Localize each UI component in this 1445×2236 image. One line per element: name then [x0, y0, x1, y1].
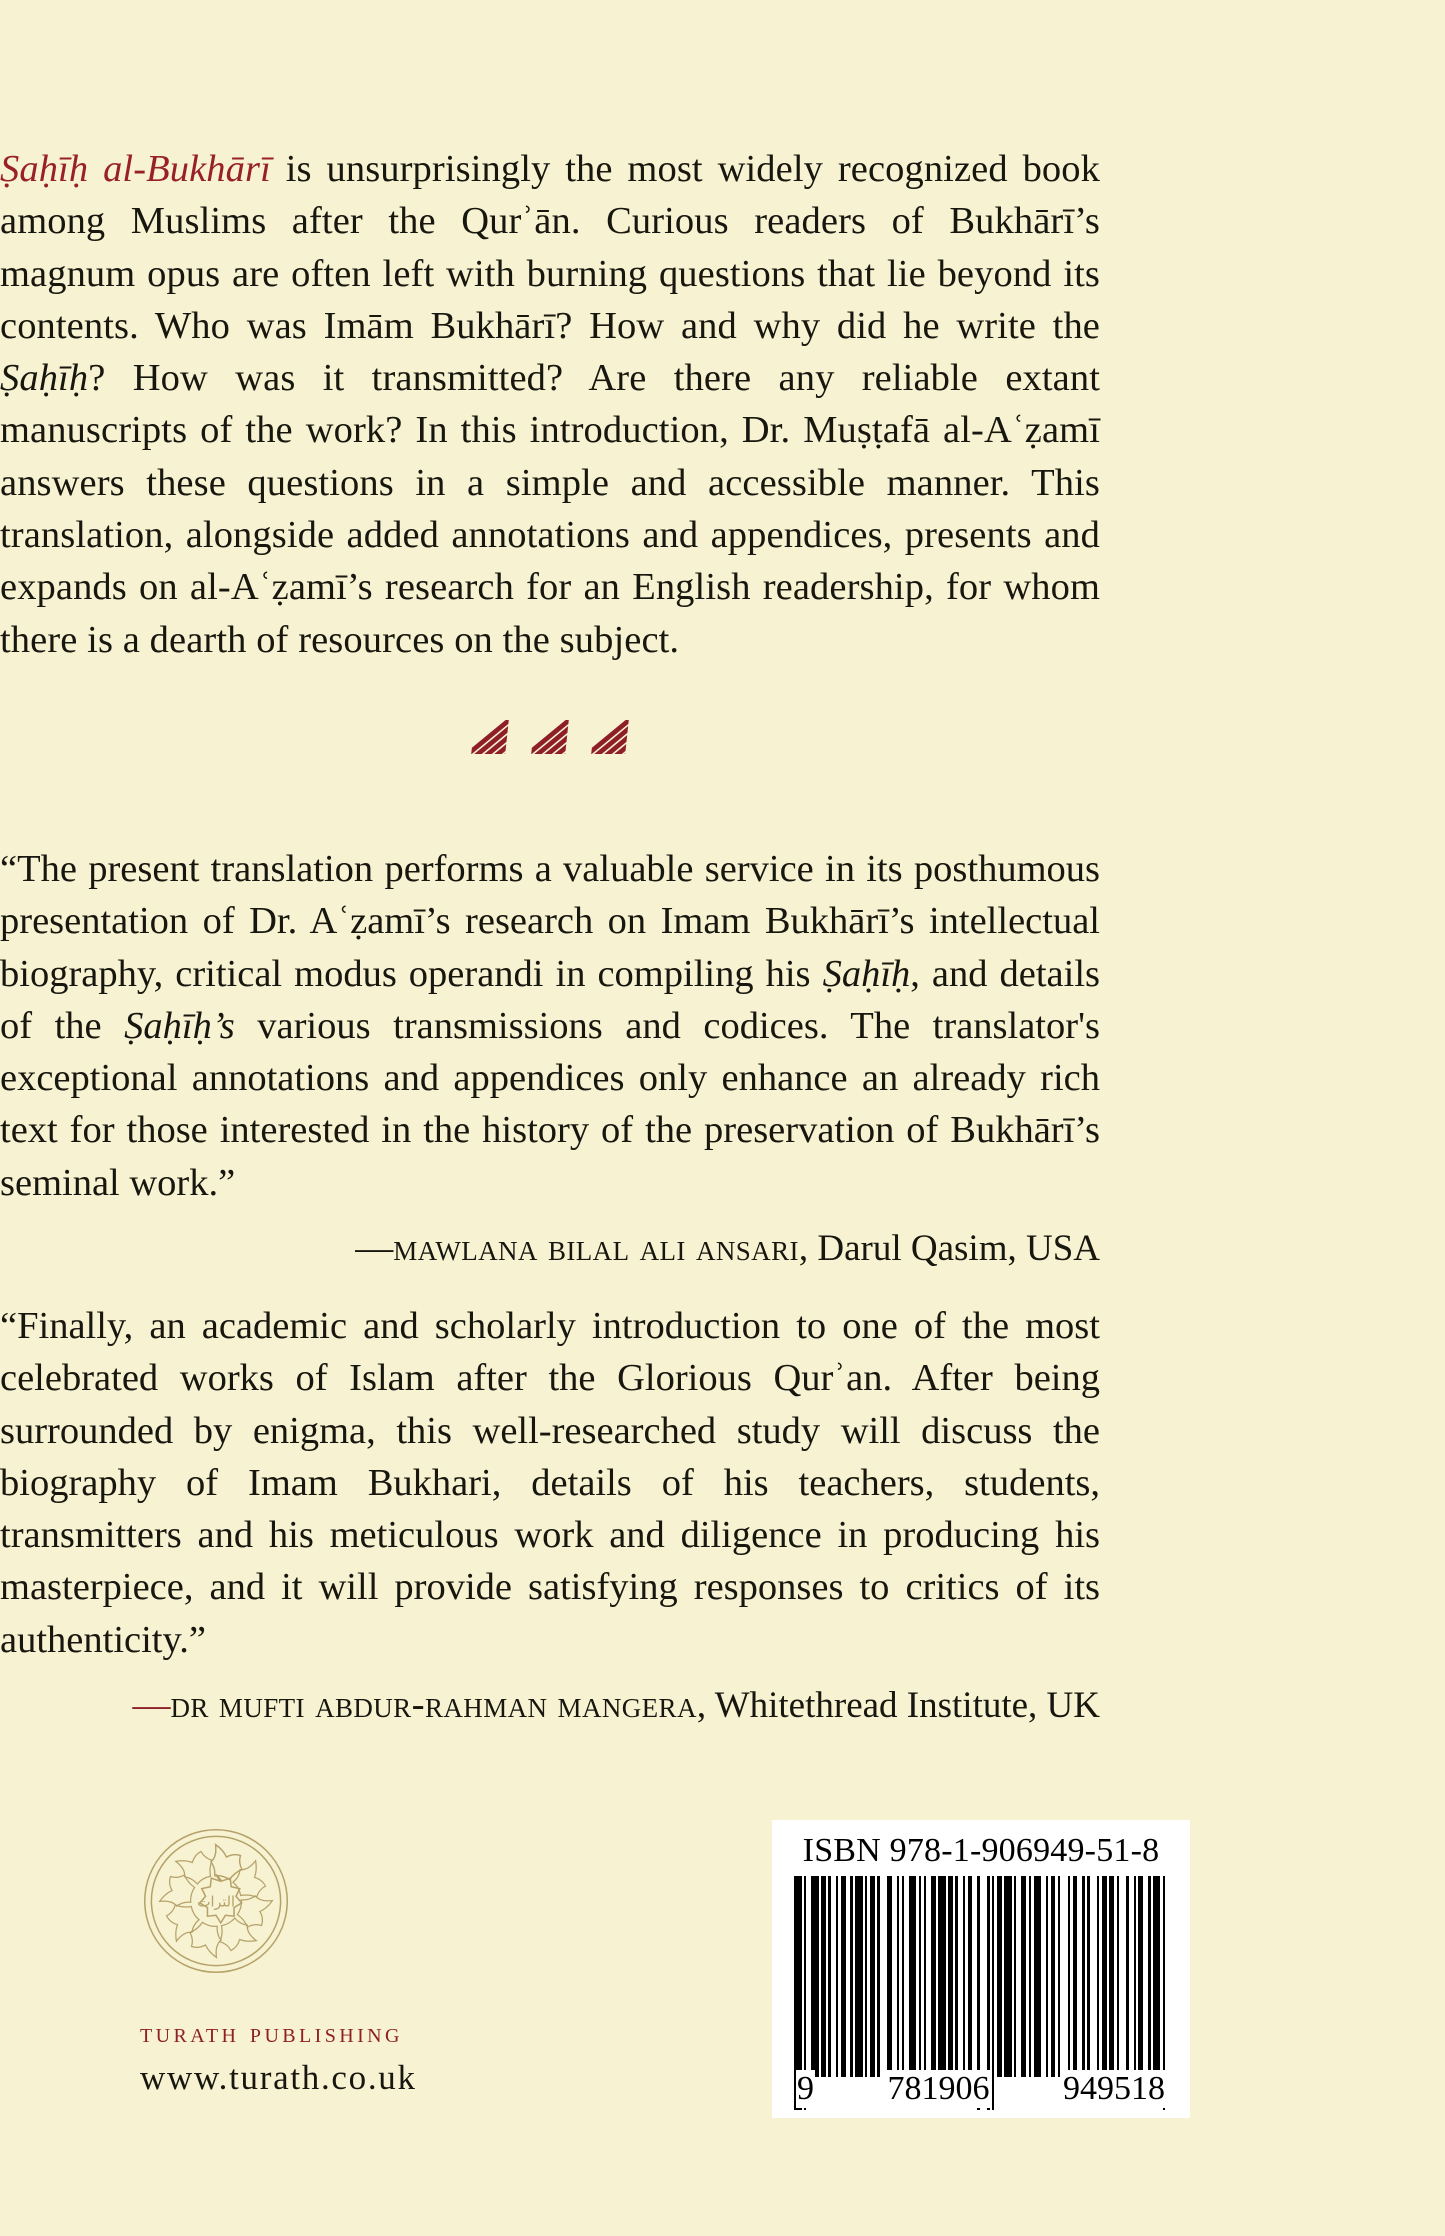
attribution-name: dr mufti abdur-rahman mangera: [170, 1683, 697, 1727]
ean-group-2: 949518: [1063, 2070, 1165, 2107]
blurb-paragraph: [0, 143, 1100, 666]
barcode-bar: [1165, 1876, 1167, 2110]
ean-group-1: 781906: [887, 2070, 990, 2107]
barcode-bar: [909, 1876, 916, 2077]
testimonial-1-part-1: “The present translation performs a valuable service in its posthumous presentation of Dr. Aʿẓamī’s research on Imam Bukhārī’s intellectual biography, critical modus operandi in compiling his: [0, 848, 1100, 995]
barcode-bar: [1004, 1876, 1011, 2077]
hatch-ornament-icon: [591, 720, 629, 754]
blurb-text-part-2: ? How was it transmitted? Are there any reliable extant manuscripts of the work? In this introduction, Dr. Muṣṭafā al-Aʿẓamī answers these questions in a simple and accessible manner. This translation, alongside added annotations and appendices, presents and expands on al-Aʿẓamī’s research for an English readership, for whom there is a dearth of resources on the subject.: [0, 357, 1100, 661]
book-title-reference: Ṣaḥīḥ al-Bukhārī: [0, 148, 271, 190]
turath-rosette-icon: [140, 1825, 292, 1977]
testimonial-2-attribution: [0, 1681, 1100, 1730]
barcode-bar: [855, 1876, 862, 2077]
publisher-url[interactable]: www.turath.co.uk: [140, 2058, 417, 2097]
barcode-bars: [794, 1876, 1168, 2110]
attribution-name: mawlana bilal ali ansari: [393, 1226, 799, 1270]
publisher-block: [140, 1825, 570, 2098]
barcode-bar: [1119, 1876, 1126, 2077]
barcode-bar: [794, 1876, 801, 2110]
publisher-name: turath publishing: [140, 2017, 403, 2049]
barcode-bar: [1060, 1876, 1067, 2077]
barcode-bar: [938, 1876, 945, 2077]
testimonial-1-part-2: , and details of the: [0, 952, 1100, 1047]
attribution-dash: —: [132, 1684, 171, 1727]
testimonial-1-part-3: various transmissions and codices. The translator's exceptional annotations and appendices only enhance an already rich text for those interested in the history of the preservation of Bukhārī’s seminal work.”: [0, 1004, 1100, 1204]
barcode-bar: [811, 1876, 818, 2077]
barcode-bar: [1034, 1876, 1041, 2077]
testimonial-1-text: [0, 843, 1100, 1209]
testimonial-1-attribution: [0, 1224, 1100, 1273]
hatch-ornament-icon: [531, 720, 569, 754]
attribution-affiliation: , Darul Qasim, USA: [798, 1228, 1100, 1270]
attribution-dash: —: [355, 1227, 394, 1270]
testimonial-2-text: “Finally, an academic and scholarly introduction to one of the most celebrated works of Islam after the Glorious Qurʾan. After being surrounded by enigma, this well-researched study will discuss the biography of Imam Bukhari, details of his teachers, students, transmitters and his meticulous work and diligence in producing his masterpiece, and it will provide satisfying responses to critics of its authenticity.”: [0, 1305, 1100, 1661]
sahih-italic-1: Ṣaḥīḥ: [0, 357, 89, 400]
sahih-italic-2: Ṣaḥīḥ: [822, 952, 911, 995]
isbn-label: ISBN 978-1-906949-51-8: [802, 1832, 1160, 1869]
testimonial-1: [0, 843, 1100, 1273]
logo-arabic-text: التراث: [197, 1894, 235, 1911]
barcode-bar: [980, 1876, 987, 2110]
publisher-logo: [140, 1825, 292, 1977]
barcode-block: [772, 1820, 1190, 2118]
ornament-divider: [0, 720, 1100, 754]
hatch-ornament-icon: [471, 720, 509, 754]
barcode-bar: [880, 1876, 887, 2077]
testimonial-2: [0, 1300, 1100, 1730]
barcode-bar: [1153, 1876, 1160, 2077]
attribution-affiliation: , Whitethread Institute, UK: [696, 1685, 1100, 1727]
sahih-italic-3: Ṣaḥīḥ’s: [124, 1004, 235, 1047]
barcode-bar: [1090, 1876, 1097, 2077]
ean-group-0: 9: [797, 2070, 814, 2107]
blurb-text-part-1: is unsurprisingly the most widely recognized book among Muslims after the Qurʾān. Curious readers of Bukhārī’s magnum opus are often left with burning questions that lie beyond its contents. Who was Imām Bukhārī? How and why did he write the: [0, 148, 1100, 347]
